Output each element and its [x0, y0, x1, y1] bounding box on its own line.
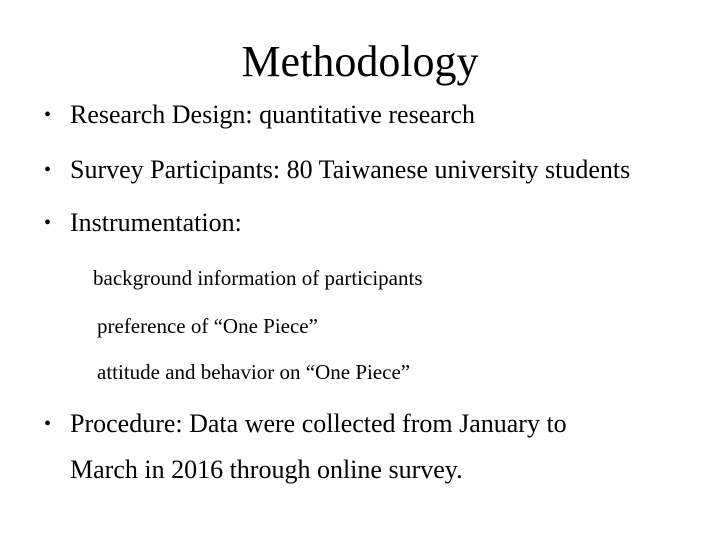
instrumentation-item: preference of “One Piece” [97, 314, 318, 338]
bullet-text: Research Design: quantitative research [70, 100, 475, 129]
bullet-dot: • [44, 413, 52, 435]
bullet-text: Instrumentation: [70, 208, 242, 237]
bullet-research-design [44, 99, 475, 131]
bullet-dot: • [44, 159, 52, 181]
bullet-procedure [44, 408, 567, 440]
page-title: Methodology [241, 37, 479, 86]
bullet-dot: • [44, 104, 52, 126]
bullet-text: Procedure: Data were collected from January to [70, 409, 567, 438]
instrumentation-item: attitude and behavior on “One Piece” [97, 360, 411, 384]
bullet-dot: • [44, 212, 52, 234]
bullet-survey-participants [44, 154, 630, 186]
bullet-instrumentation [44, 207, 242, 239]
bullet-procedure-continuation: March in 2016 through online survey. [70, 455, 463, 484]
instrumentation-item: background information of participants [93, 266, 423, 290]
bullet-text: Survey Participants: 80 Taiwanese university students [70, 155, 631, 184]
